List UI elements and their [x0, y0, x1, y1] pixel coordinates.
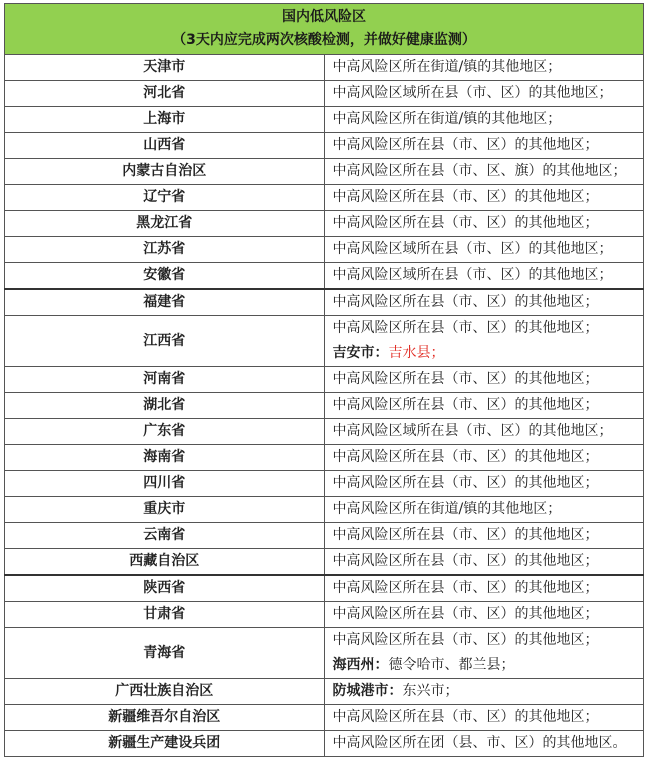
description-text: 中高风险区域所在县（市、区）的其他地区；	[332, 423, 613, 439]
description-cell	[324, 497, 644, 523]
province-cell: 新疆维吾尔自治区	[5, 705, 325, 731]
description-text: 中高风险区所在县（市、区）的其他地区；	[332, 632, 599, 648]
extra-area-line	[333, 341, 644, 366]
description-cell	[324, 393, 644, 419]
description-text: 中高风险区所在县（市、区）的其他地区；	[332, 294, 599, 310]
table-row	[5, 497, 644, 523]
description-text: 中高风险区所在街道/镇的其他地区；	[332, 111, 562, 127]
description-text: 中高风险区所在县（市、区）的其他地区；	[332, 709, 599, 725]
province-cell: 河北省	[5, 81, 325, 107]
table-row	[5, 237, 644, 263]
description-text: 中高风险区所在县（市、区）的其他地区；	[332, 371, 599, 387]
province-cell: 黑龙江省	[5, 211, 325, 237]
table-row	[5, 367, 644, 393]
province-cell: 内蒙古自治区	[5, 159, 325, 185]
table-row	[5, 445, 644, 471]
province-cell: 河南省	[5, 367, 325, 393]
table-row	[5, 628, 644, 679]
table-row	[5, 263, 644, 290]
description-text: 中高风险区所在县（市、区）的其他地区；	[332, 475, 599, 491]
description-cell	[324, 602, 644, 628]
province-cell: 安徽省	[5, 263, 325, 290]
description-cell	[324, 419, 644, 445]
description-cell	[324, 289, 644, 316]
province-cell: 青海省	[5, 628, 325, 679]
description-cell	[324, 316, 644, 367]
description-cell	[324, 159, 644, 185]
county-value: 德令哈市、都兰县；	[388, 657, 515, 673]
description-cell	[324, 575, 644, 602]
table-row	[5, 211, 644, 237]
province-cell: 山西省	[5, 133, 325, 159]
description-text: 中高风险区所在县（市、区）的其他地区；	[332, 397, 599, 413]
description-cell	[324, 107, 644, 133]
table-subtitle: （3天内应完成两次核酸检测，并做好健康监测）	[172, 32, 476, 48]
description-text: 中高风险区所在县（市、区）的其他地区；	[332, 320, 599, 336]
description-text: 中高风险区域所在县（市、区）的其他地区；	[332, 241, 613, 257]
description-cell	[324, 367, 644, 393]
description-text: 中高风险区所在街道/镇的其他地区；	[332, 59, 562, 75]
table-row	[5, 55, 644, 81]
description-text: 中高风险区域所在县（市、区）的其他地区；	[332, 85, 613, 101]
description-cell	[324, 81, 644, 107]
province-cell: 海南省	[5, 445, 325, 471]
province-cell: 湖北省	[5, 393, 325, 419]
table-header	[5, 4, 644, 55]
description-cell	[324, 523, 644, 549]
description-text: 中高风险区所在县（市、区）的其他地区；	[332, 606, 599, 622]
table-row	[5, 185, 644, 211]
county-value: 吉水县；	[388, 345, 445, 361]
description-cell	[324, 731, 644, 757]
extra-area-line	[333, 653, 644, 678]
province-cell: 广东省	[5, 419, 325, 445]
table-row	[5, 602, 644, 628]
description-cell	[324, 185, 644, 211]
table-row	[5, 705, 644, 731]
description-cell	[324, 549, 644, 576]
description-cell	[324, 628, 644, 679]
description-cell	[324, 705, 644, 731]
table-row	[5, 549, 644, 576]
province-cell: 江西省	[5, 316, 325, 367]
description-cell	[324, 445, 644, 471]
description-cell	[324, 679, 644, 705]
city-label: 防城港市：	[332, 683, 403, 699]
table-row	[5, 316, 644, 367]
province-cell: 四川省	[5, 471, 325, 497]
table-row	[5, 81, 644, 107]
table-row	[5, 289, 644, 316]
province-cell: 陕西省	[5, 575, 325, 602]
description-cell	[324, 471, 644, 497]
description-text: 中高风险区所在县（市、区）的其他地区；	[332, 215, 599, 231]
table-header-row	[5, 4, 644, 55]
description-cell	[324, 55, 644, 81]
description-text: 中高风险区所在县（市、区）的其他地区；	[332, 527, 599, 543]
description-cell	[324, 237, 644, 263]
province-cell: 云南省	[5, 523, 325, 549]
description-cell	[324, 211, 644, 237]
description-text: 中高风险区所在县（市、区）的其他地区；	[332, 189, 599, 205]
table-row	[5, 575, 644, 602]
city-label: 吉安市：	[332, 345, 389, 361]
table-row	[5, 393, 644, 419]
table-row	[5, 471, 644, 497]
province-cell: 西藏自治区	[5, 549, 325, 576]
risk-area-table-container	[4, 3, 644, 757]
table-row	[5, 159, 644, 185]
table-row	[5, 731, 644, 757]
province-cell: 广西壮族自治区	[5, 679, 325, 705]
province-cell: 重庆市	[5, 497, 325, 523]
description-cell	[324, 263, 644, 290]
description-text: 中高风险区所在县（市、区）的其他地区；	[332, 580, 599, 596]
table-row	[5, 679, 644, 705]
table-row	[5, 419, 644, 445]
table-row	[5, 133, 644, 159]
description-text: 中高风险区所在县（市、区、旗）的其他地区；	[332, 163, 627, 179]
province-cell: 甘肃省	[5, 602, 325, 628]
province-cell: 福建省	[5, 289, 325, 316]
table-row	[5, 107, 644, 133]
description-cell	[324, 133, 644, 159]
description-text: 中高风险区所在县（市、区）的其他地区；	[332, 553, 599, 569]
description-text: 中高风险区所在团（县、市、区）的其他地区。	[332, 735, 627, 751]
table-row	[5, 523, 644, 549]
province-cell: 新疆生产建设兵团	[5, 731, 325, 757]
county-value: 东兴市；	[402, 683, 459, 699]
province-cell: 上海市	[5, 107, 325, 133]
description-text: 中高风险区所在街道/镇的其他地区；	[332, 501, 562, 517]
city-label: 海西州：	[332, 657, 389, 673]
province-cell: 天津市	[5, 55, 325, 81]
description-text: 中高风险区所在县（市、区）的其他地区；	[332, 449, 599, 465]
description-text: 中高风险区所在县（市、区）的其他地区；	[332, 137, 599, 153]
province-cell: 辽宁省	[5, 185, 325, 211]
risk-area-table	[4, 3, 644, 757]
province-cell: 江苏省	[5, 237, 325, 263]
table-title: 国内低风险区	[282, 9, 366, 25]
description-text: 中高风险区域所在县（市、区）的其他地区；	[332, 267, 613, 283]
